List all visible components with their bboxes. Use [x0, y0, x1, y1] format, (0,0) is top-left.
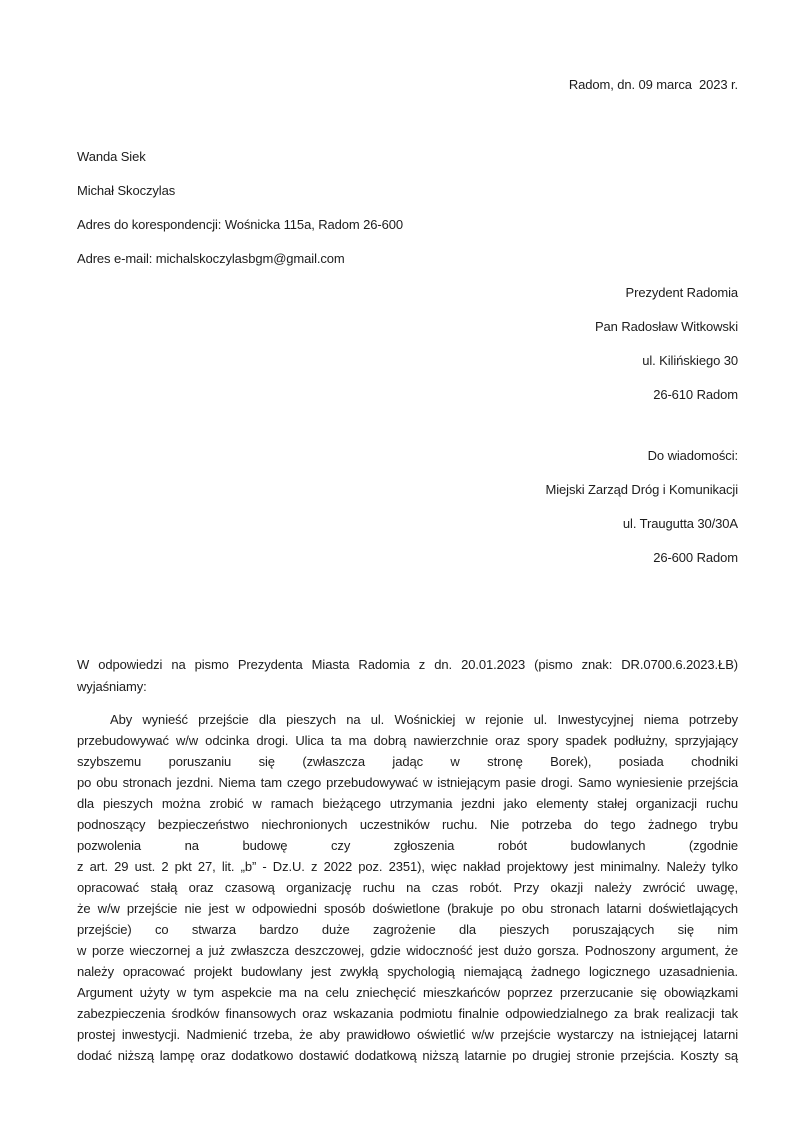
sender-block [77, 146, 738, 270]
cc-city: 26-600 Radom [653, 550, 738, 565]
cc-organization: Miejski Zarząd Dróg i Komunikacji [545, 482, 738, 497]
body-line: należy opracować projekt budowlany jest zwykłą spychologią niemającą żadnego logicznego uzasadnienia. [77, 964, 738, 979]
cc-street: ul. Traugutta 30/30A [622, 516, 738, 531]
recipient-city: 26-610 Radom [653, 387, 738, 402]
sender-email-address: Adres e-mail: michalskoczylasbgm@gmail.com [77, 251, 345, 266]
intro-line: wyjaśniamy: [77, 678, 147, 694]
recipient-street: ul. Kilińskiego 30 [642, 353, 738, 368]
body-line: z art. 29 ust. 2 pkt 27, lit. „b” - Dz.U. z 2022 poz. 2351), więc nakład projektowy jest minimalny. Należy tylko [77, 859, 738, 874]
body-line: dla pieszych można zrobić w ramach bieżącego utrzymania jezdni jako elementy stałej organizacji ruchu [77, 796, 738, 811]
sender-postal-address: Adres do korespondencji: Wośnicka 115a, Radom 26-600 [77, 217, 404, 232]
body-line: przebudowywać w/w odcinka drogi. Ulica ta ma dobrą nawierzchnie oraz spory spadek podłużny, sprzyjający [77, 733, 738, 748]
body-paragraph [77, 709, 738, 1066]
body-line: w porze wieczornej a już zwłaszcza deszczowej, gdzie widoczność jest dużo gorsza. Podnoszony argument, że [77, 943, 738, 958]
intro-line: W odpowiedzi na pismo Prezydenta Miasta Radomia z dn. 20.01.2023 (pismo znak: DR.0700.6.2023.ŁB) [77, 657, 738, 672]
body-line: po obu stronach jezdni. Niema tam czego przebudowywać w istniejącym pasie drogi. Samo wyniesienie przejścia [77, 775, 738, 790]
recipient-name: Pan Radosław Witkowski [594, 319, 738, 334]
body-line: podnoszący bezpieczeństwo niechronionych uczestników ruchu. Nie potrzeba do tego żadnego trybu [77, 817, 738, 832]
recipient-title: Prezydent Radomia [625, 285, 738, 300]
body-line: Aby wynieść przejście dla pieszych na ul. Wośnickiej w rejonie ul. Inwestycyjnej niema potrzeby [110, 712, 738, 727]
recipient-block [77, 282, 738, 406]
cc-heading: Do wiadomości: [647, 448, 738, 463]
body-line: opracować stałą oraz czasową organizację ruchu na czas robót. Przy okazji należy zwrócić uwagę, [77, 880, 738, 895]
sender-name-1: Wanda Siek [77, 149, 146, 164]
intro-paragraph [77, 654, 738, 697]
body-line: prostej inwestycji. Nadmienić trzeba, że aby prawidłowo oświetlić w/w przejście wystarczy na istniejącej latarni [77, 1027, 738, 1042]
body-line: pozwolenia na budowę czy zgłoszenia robót budowlanych (zgodnie [77, 838, 738, 853]
body-line: Argument użyty w tym aspekcie ma na celu zniechęcić mieszkańców poprzez przerzucanie się obowiązkami [77, 985, 738, 1000]
body-line: dodać niższą lampę oraz dodatkowo dostawić dodatkową niższą latarnie po drugiej stronie przejścia. Koszty są [77, 1048, 738, 1063]
cc-block [77, 445, 738, 569]
body-line: że w/w przejście nie jest w odpowiedni sposób doświetlone (brakuje po obu stronach latarni doświetlających [77, 901, 738, 916]
body-line: zabezpieczenia środków finansowych oraz wskazania podmiotu finalnie odpowiedzialnego za brak realizacji tak [77, 1006, 738, 1021]
date-line: Radom, dn. 09 marca 2023 r. [568, 77, 738, 92]
sender-name-2: Michał Skoczylas [77, 183, 176, 198]
body-line: przejście) co stwarza bardzo duże zagrożenie dla pieszych poruszających się nim [77, 922, 738, 937]
body-line: szybszemu poruszaniu się (zwłaszcza jadąc w stronę Borek), posiada chodniki [77, 754, 738, 769]
